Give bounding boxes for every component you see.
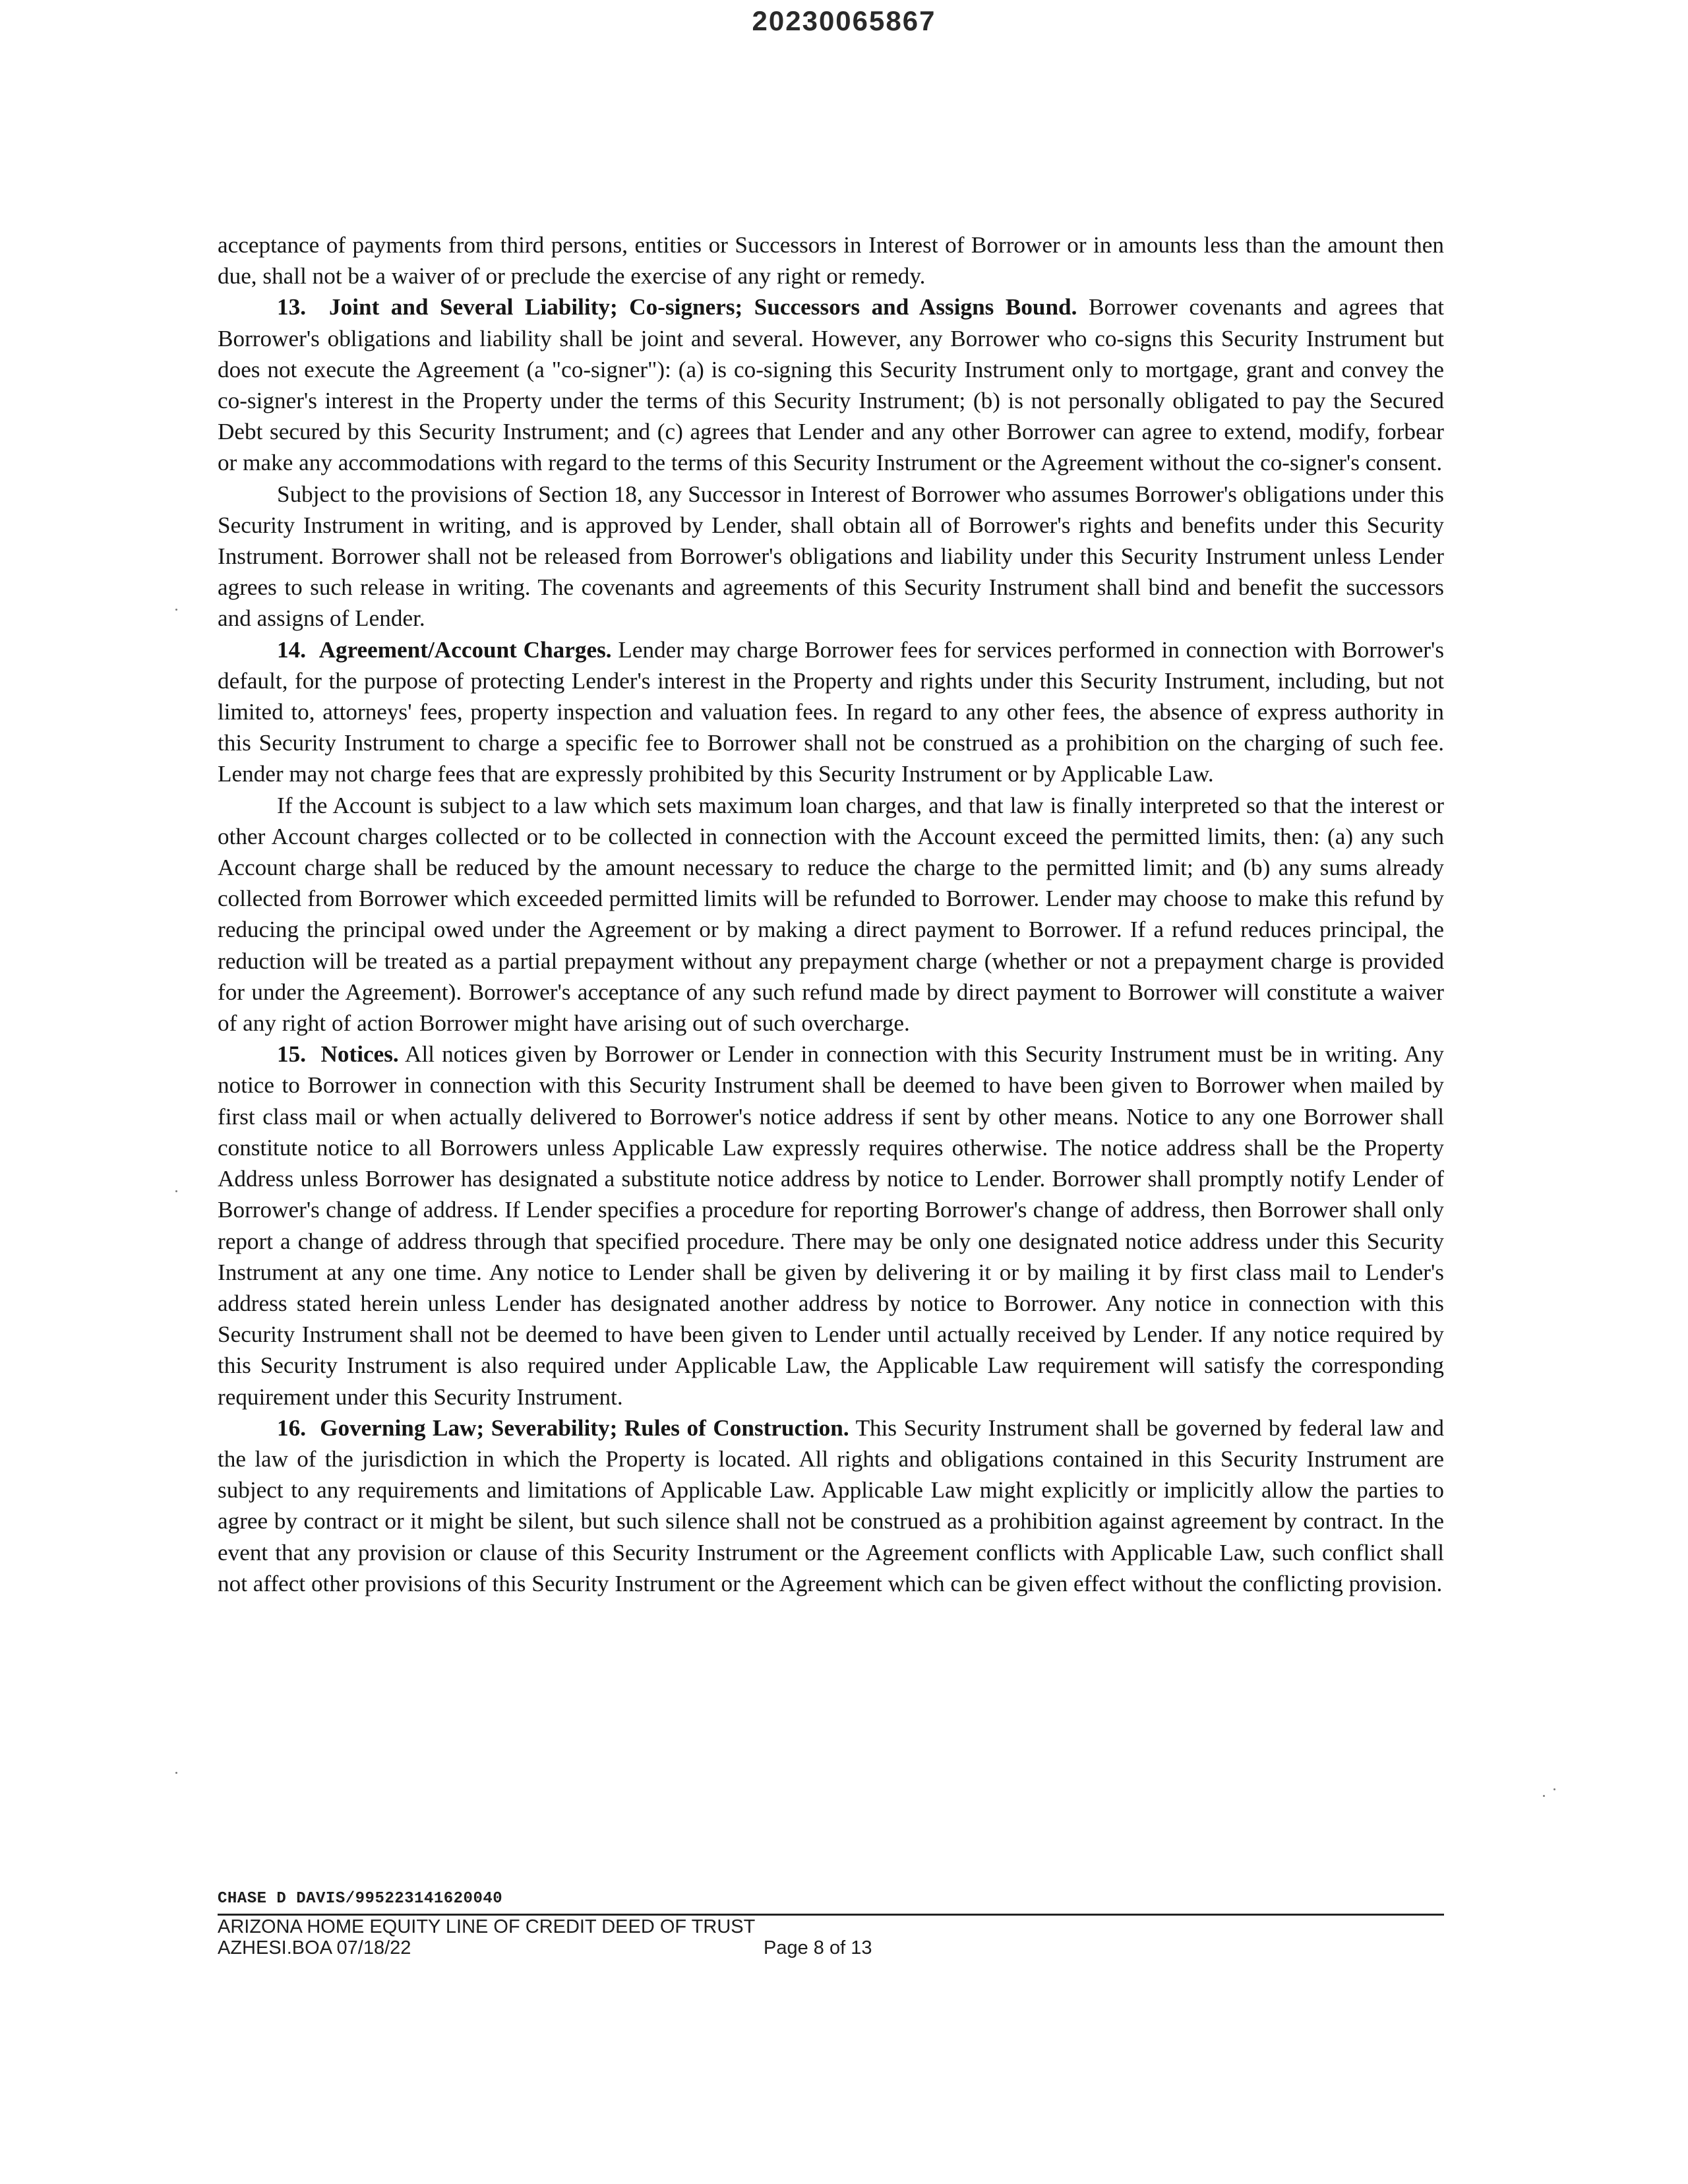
scan-speck xyxy=(1543,1795,1545,1797)
section-15-paragraph xyxy=(218,1039,1444,1412)
section-15-text: All notices given by Borrower or Lender in connection with this Security Instrument must be in writing. Any notice to Borrower in connection with this Security Instrument shall be deemed to have been given to Borrower when mailed by first class mail or when actually delivered to Borrower's notice address if sent by other means. Notice to any one Borrower shall constitute notice to all Borrowers unless Applicable Law expressly requires otherwise. The notice address shall be the Property Address unless Borrower has designated a substitute notice address by notice to Lender. Borrower shall promptly notify Lender of Borrower's change of address. If Lender specifies a procedure for reporting Borrower's change of address, then Borrower shall only report a change of address through that specified procedure. There may be only one designated notice address under this Security Instrument at any one time. Any notice to Lender shall be given by delivering it or by mailing it by first class mail to Lender's address stated herein unless Lender has designated another address by notice to Borrower. Any notice in connection with this Security Instrument shall not be deemed to have been given to Lender until actually received by Lender. If any notice required by this Security Instrument is also required under Applicable Law, the Applicable Law requirement will satisfy the corresponding requirement under this Security Instrument. xyxy=(218,1041,1444,1410)
scan-speck xyxy=(1553,1788,1555,1790)
scan-speck xyxy=(175,1190,177,1192)
footer-borrower-loan: CHASE D DAVIS/995223141620040 xyxy=(218,1890,503,1908)
section-14-text: Lender may charge Borrower fees for services performed in connection with Borrower's default, for the purpose of protecting Lender's interest in the Property and rights under this Security Instrument, including, but not limited to, attorneys' fees, property inspection and valuation fees. In regard to any other fees, the absence of express authority in this Security Instrument to charge a specific fee to Borrower shall not be construed as a prohibition on the charging of such fee. Lender may not charge fees that are expressly prohibited by this Security Instrument or by Applicable Law. xyxy=(218,636,1445,787)
footer-form-code: AZHESI.BOA 07/18/22 xyxy=(218,1937,411,1958)
section-13-continuation: Subject to the provisions of Section 18, any Successor in Interest of Borrower who assumes Borrower's obligations under this Security Instrument in writing, and is approved by Lender, shall obtain all of Borrower's rights and benefits under this Security Instrument. Borrower shall not be released from Borrower's obligations and liability under this Security Instrument unless Lender agrees to such release in writing. The covenants and agreements of this Security Instrument shall bind and benefit the successors and assigns of Lender. xyxy=(218,481,1444,632)
section-13-heading: Joint and Several Liability; Co-signers; Successors and Assigns Bound. xyxy=(329,294,1077,320)
section-16-paragraph xyxy=(218,1412,1444,1599)
footer-divider xyxy=(218,1914,1444,1916)
section-16-number: 16. xyxy=(277,1414,306,1441)
section-13-text: Borrower covenants and agrees that Borrower's obligations and liability shall be joint and several. However, any Borrower who co-signs this Security Instrument but does not execute the Agreement (a "co-signer"): (a) is co-signing this Security Instrument only to mortgage, grant and convey the co-signer's interest in the Property under the terms of this Security Instrument; (b) is not personally obligated to pay the Secured Debt secured by this Security Instrument; and (c) agrees that Lender and any other Borrower can agree to extend, modify, forbear or make any accommodations with regard to the terms of this Security Instrument or the Agreement without the co-signer's consent. xyxy=(218,294,1445,476)
section-13-paragraph xyxy=(218,291,1444,478)
section-14-continuation: If the Account is subject to a law which sets maximum loan charges, and that law is finally interpreted so that the interest or other Account charges collected or to be collected in connection with the Account exceed the permitted limits, then: (a) any such Account charge shall be reduced by the amount necessary to reduce the charge to the permitted limit; and (b) any sums already collected from Borrower which exceeded permitted limits will be refunded to Borrower. Lender may choose to make this refund by reducing the principal owed under the Agreement or by making a direct payment to Borrower. If a refund reduces principal, the reduction will be treated as a partial prepayment without any prepayment charge (whether or not a prepayment charge is provided for under the Agreement). Borrower's acceptance of any such refund made by direct payment to Borrower will constitute a waiver of any right of action Borrower might have arising out of such overcharge. xyxy=(218,792,1444,1037)
section-14-heading: Agreement/Account Charges. xyxy=(318,636,612,663)
scan-speck xyxy=(175,609,177,611)
section-15-heading: Notices. xyxy=(320,1041,399,1068)
footer-document-title: ARIZONA HOME EQUITY LINE OF CREDIT DEED OF TRUST xyxy=(218,1916,756,1937)
section-15-number: 15. xyxy=(277,1041,306,1068)
section-16-heading: Governing Law; Severability; Rules of Construction. xyxy=(320,1414,849,1441)
document-body xyxy=(218,229,1444,1599)
section-13-number: 13. xyxy=(277,294,306,320)
section-14-paragraph xyxy=(218,634,1444,790)
recording-number: 20230065867 xyxy=(752,5,936,36)
section-14-number: 14. xyxy=(277,636,306,663)
scan-speck xyxy=(175,1772,177,1774)
intro-paragraph: acceptance of payments from third persons, entities or Successors in Interest of Borrower or in amounts less than the amount then due, shall not be a waiver of or preclude the exercise of any right or remedy. xyxy=(218,232,1444,289)
footer-page-number: Page 8 of 13 xyxy=(764,1937,872,1958)
section-16-text: This Security Instrument shall be governed by federal law and the law of the jurisdiction in which the Property is located. All rights and obligations contained in this Security Instrument are subject to any requirements and limitations of Applicable Law. Applicable Law might explicitly or implicitly allow the parties to agree by contract or it might be silent, but such silence shall not be construed as a prohibition against agreement by contract. In the event that any provision or clause of this Security Instrument or the Agreement conflicts with Applicable Law, such conflict shall not affect other provisions of this Security Instrument or the Agreement which can be given effect without the conflicting provision. xyxy=(218,1414,1444,1596)
